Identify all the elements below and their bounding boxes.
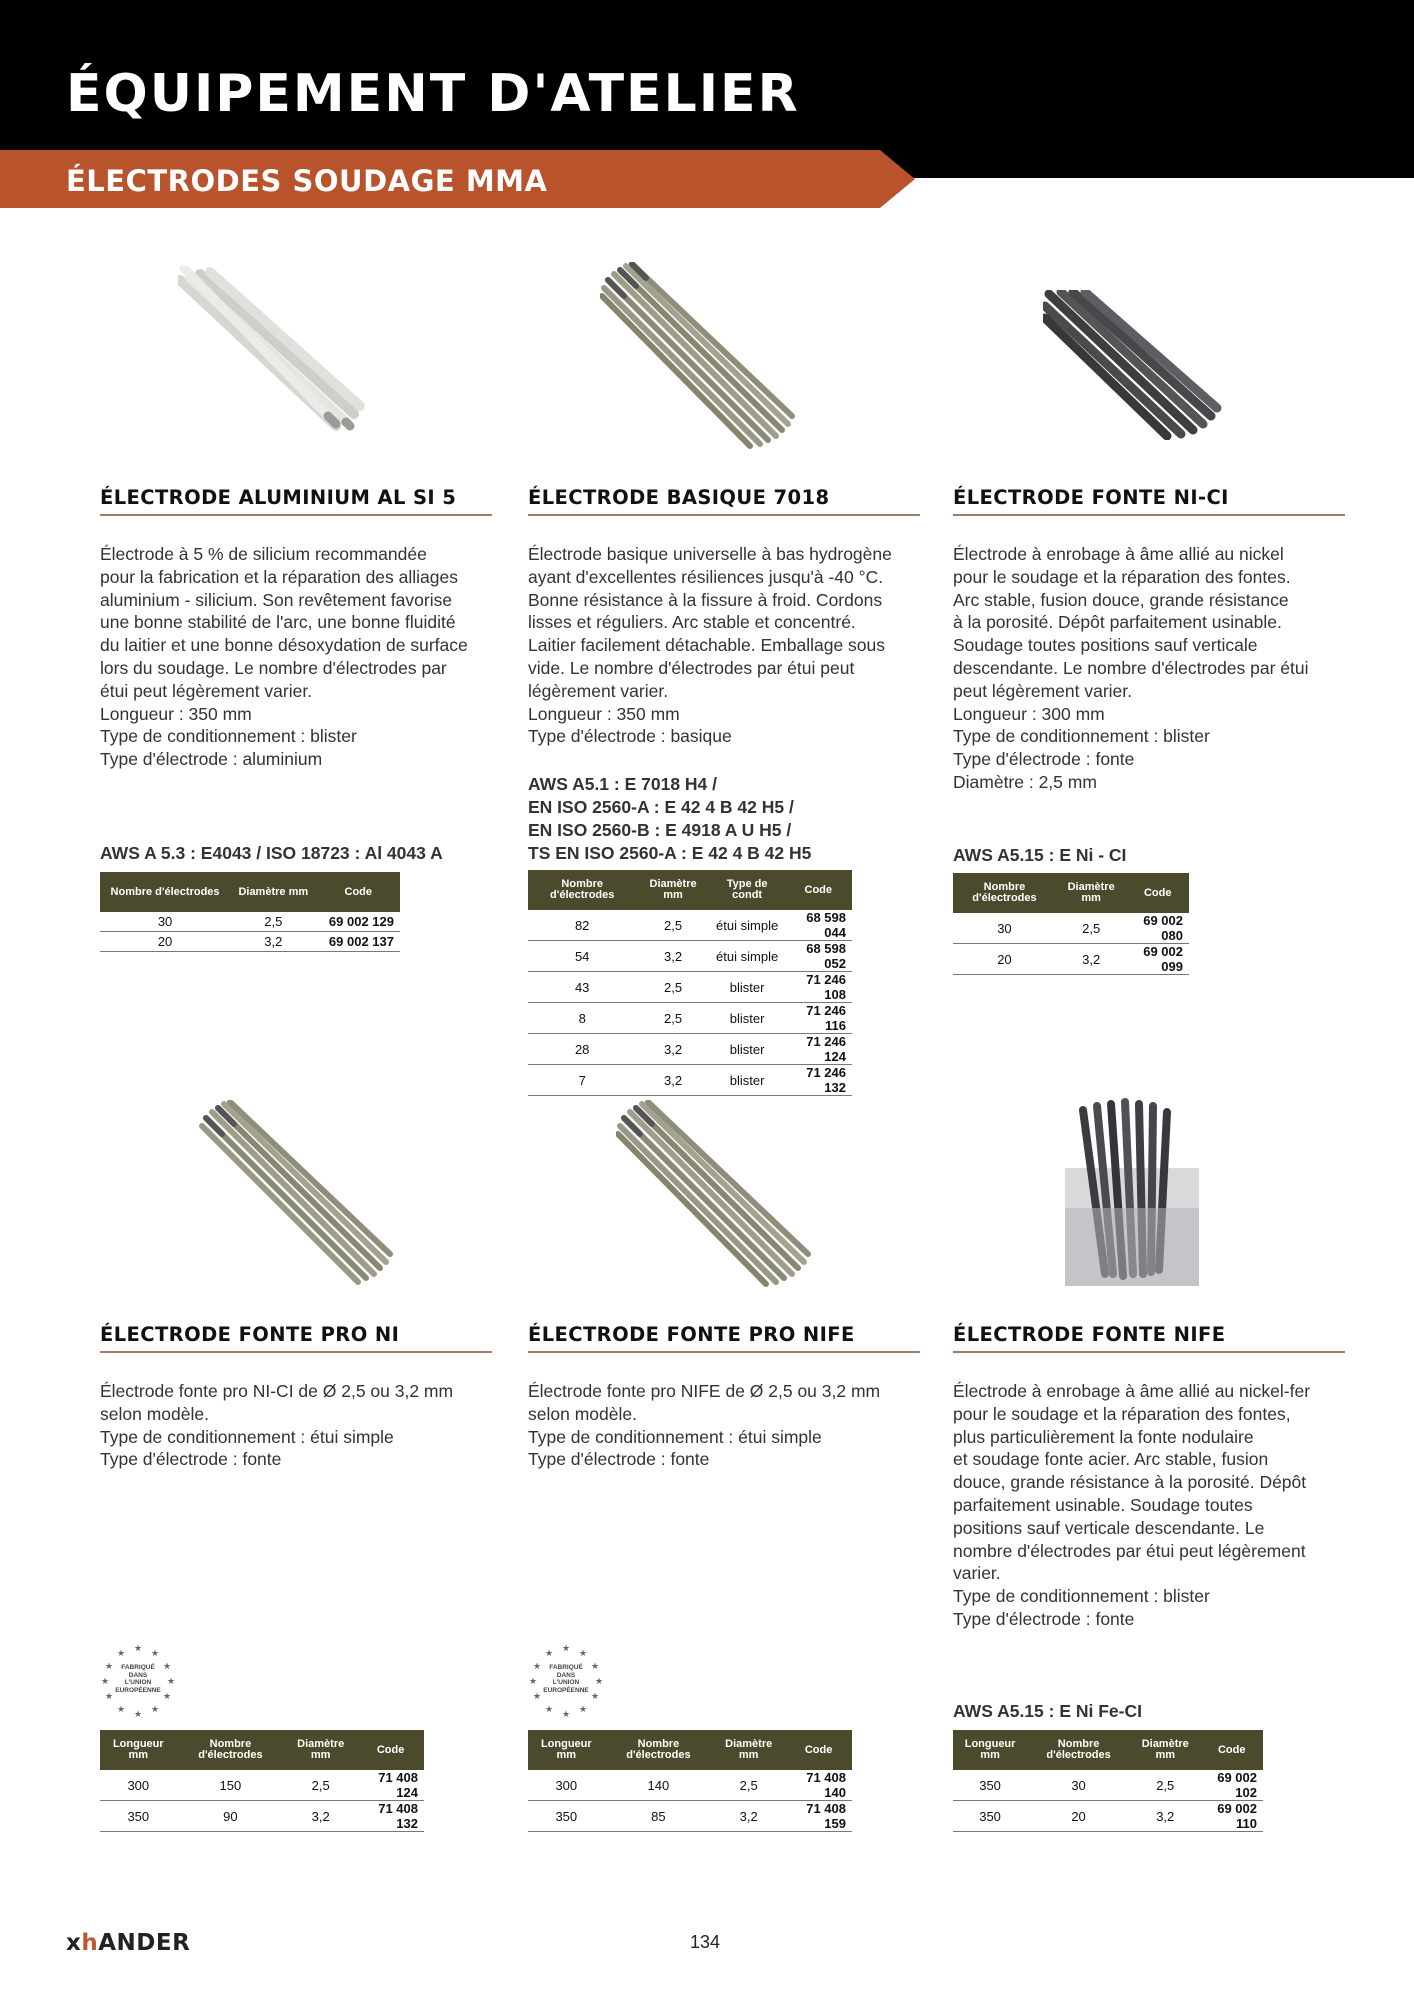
table-row — [528, 1770, 852, 1801]
table-cell: 3,2 — [636, 1034, 709, 1065]
product-code: 69 002 129 — [317, 912, 401, 932]
table-row — [100, 912, 400, 932]
product-title: ÉLECTRODE FONTE NIFE — [953, 1323, 1345, 1353]
page-title: ÉQUIPEMENT D'ATELIER — [66, 64, 800, 124]
table-cell: 43 — [528, 972, 636, 1003]
table-row — [953, 1770, 1263, 1801]
description-line: du laitier et une bonne désoxydation de surface — [100, 635, 468, 656]
description-line: douce, grande résistance à la porosité. Dépôt — [953, 1472, 1307, 1493]
product-description — [953, 1380, 1348, 1631]
description-line: pour le soudage et la réparation des fontes, — [953, 1403, 1291, 1424]
table-cell: 3,2 — [1056, 944, 1127, 975]
badge-line: EUROPÉENNE — [115, 1686, 161, 1694]
product-code: 71 246 124 — [785, 1034, 852, 1065]
product-title: ÉLECTRODE FONTE PRO NIFE — [528, 1323, 920, 1353]
product-description — [100, 1380, 495, 1471]
table-cell: 20 — [953, 944, 1056, 975]
description-line: Laitier facilement détachable. Emballage sous — [528, 635, 886, 656]
description-line: Type d'électrode : fonte — [953, 1608, 1135, 1629]
product-code: 69 002 080 — [1126, 913, 1189, 944]
description-line: Longueur : 350 mm — [100, 703, 252, 724]
standard-line: AWS A5.15 : E Ni Fe-CI — [953, 1701, 1142, 1721]
table-cell: 350 — [953, 1801, 1027, 1832]
brand-logo-part: ANDER — [98, 1930, 191, 1956]
description-line: Soudage toutes positions sauf verticale — [953, 635, 1258, 656]
table-cell: 350 — [100, 1801, 177, 1832]
grey-electrode-rods-image — [600, 262, 800, 452]
svg-text:★: ★ — [578, 1704, 588, 1714]
description-line: Électrode à 5 % de silicium recommandée — [100, 544, 427, 564]
description-line: Électrode fonte pro NI-CI de Ø 2,5 ou 3,2 mm — [100, 1381, 454, 1401]
svg-text:★: ★ — [578, 1648, 588, 1658]
product-description — [528, 1380, 923, 1471]
description-line: Électrode à enrobage à âme allié au nickel-fer — [953, 1381, 1311, 1401]
svg-text:★: ★ — [561, 1643, 571, 1653]
description-line: Type d'électrode : fonte — [953, 749, 1135, 770]
product-standards — [953, 844, 1353, 867]
table-cell: blister — [710, 972, 785, 1003]
column-header: Diamètre mm — [1130, 1730, 1201, 1770]
product-standards — [528, 773, 928, 865]
product-title: ÉLECTRODE BASIQUE 7018 — [528, 486, 920, 516]
table-cell: 8 — [528, 1003, 636, 1034]
table-row — [528, 1065, 852, 1096]
made-in-eu-badge — [528, 1642, 604, 1718]
column-header: Longueur mm — [953, 1730, 1027, 1770]
table-cell: étui simple — [710, 941, 785, 972]
table-cell: 20 — [100, 932, 230, 952]
table-cell: 2,5 — [230, 912, 316, 932]
description-line: descendante. Le nombre d'électrodes par étui — [953, 657, 1309, 678]
table-cell: 7 — [528, 1065, 636, 1096]
table-header-row — [528, 870, 852, 910]
description-line: à la porosité. Dépôt parfaitement usinable. — [953, 612, 1282, 633]
spec-table — [528, 870, 852, 1096]
product-description — [953, 543, 1348, 794]
column-header: Code — [357, 1730, 424, 1770]
svg-text:★: ★ — [166, 1676, 176, 1686]
column-header: Diamètre mm — [284, 1730, 357, 1770]
column-header: Nombre d'électrodes — [605, 1730, 713, 1770]
description-line: selon modèle. — [100, 1403, 209, 1424]
spec-table — [100, 872, 400, 952]
column-header: Code — [317, 872, 401, 912]
table-cell: 300 — [528, 1770, 605, 1801]
svg-text:★: ★ — [528, 1676, 538, 1686]
description-line: Électrode basique universelle à bas hydrogène — [528, 544, 892, 564]
description-line: lisses et réguliers. Arc stable et concentré. — [528, 612, 856, 633]
standard-line: AWS A 5.3 : E4043 / ISO 18723 : Al 4043 A — [100, 843, 443, 863]
svg-text:★: ★ — [116, 1648, 126, 1658]
product-standards — [953, 1700, 1353, 1723]
product-code: 71 246 132 — [785, 1065, 852, 1096]
svg-text:★: ★ — [561, 1709, 571, 1718]
product-description — [100, 543, 495, 771]
svg-text:★: ★ — [150, 1704, 160, 1714]
table-cell: 28 — [528, 1034, 636, 1065]
table-cell: 82 — [528, 910, 636, 941]
description-line: aluminium - silicium. Son revêtement favorise — [100, 589, 453, 610]
description-line: selon modèle. — [528, 1403, 637, 1424]
made-in-eu-badge — [100, 1642, 176, 1718]
product-description — [528, 543, 923, 748]
description-line: pour la fabrication et la réparation des alliages — [100, 566, 458, 587]
table-header-row — [528, 1730, 852, 1770]
description-line: pour le soudage et la réparation des fontes. — [953, 566, 1291, 587]
table-header-row — [953, 873, 1189, 913]
table-cell: 350 — [953, 1770, 1027, 1801]
svg-text:★: ★ — [590, 1691, 600, 1701]
description-line: Type de conditionnement : blister — [100, 726, 357, 747]
table-cell: 300 — [100, 1770, 177, 1801]
table-cell: 3,2 — [636, 1065, 709, 1096]
brand-logo — [66, 1930, 190, 1956]
description-line: plus particulièrement la fonte nodulaire — [953, 1426, 1254, 1447]
column-header: Nombre d'électrodes — [528, 870, 636, 910]
description-line: varier. — [953, 1563, 1001, 1584]
table-cell: 2,5 — [636, 972, 709, 1003]
table-row — [100, 932, 400, 952]
table-cell: 2,5 — [1130, 1770, 1201, 1801]
product-code: 69 002 102 — [1200, 1770, 1263, 1801]
product-code: 71 408 132 — [357, 1801, 424, 1832]
table-cell: 85 — [605, 1801, 713, 1832]
product-code: 71 246 116 — [785, 1003, 852, 1034]
description-line: parfaitement usinable. Soudage toutes — [953, 1494, 1253, 1515]
table-cell: 350 — [528, 1801, 605, 1832]
product-title: ÉLECTRODE FONTE NI-CI — [953, 486, 1345, 516]
svg-text:★: ★ — [116, 1704, 126, 1714]
svg-text:★: ★ — [594, 1676, 604, 1686]
grey-electrode-rods-image — [616, 1100, 816, 1290]
description-line: vide. Le nombre d'électrodes par étui peut — [528, 657, 855, 678]
badge-line: FABRIQUÉ — [549, 1664, 583, 1671]
product-code: 71 408 159 — [785, 1801, 852, 1832]
table-header-row — [100, 1730, 424, 1770]
description-line: Longueur : 350 mm — [528, 703, 680, 724]
table-cell: 20 — [1027, 1801, 1130, 1832]
column-header: Code — [785, 870, 852, 910]
product-code: 71 246 108 — [785, 972, 852, 1003]
standard-line: AWS A5.15 : E Ni - CI — [953, 845, 1127, 865]
brand-logo-part: h — [81, 1930, 99, 1956]
description-line: Électrode à enrobage à âme allié au nickel — [953, 544, 1284, 564]
description-line: Type d'électrode : basique — [528, 726, 732, 747]
table-cell: 2,5 — [636, 1003, 709, 1034]
table-cell: 90 — [177, 1801, 285, 1832]
table-row — [528, 941, 852, 972]
column-header: Nombre d'électrodes — [100, 872, 230, 912]
svg-text:★: ★ — [104, 1661, 114, 1671]
table-row — [953, 1801, 1263, 1832]
description-line: et soudage fonte acier. Arc stable, fusion — [953, 1449, 1269, 1470]
svg-text:★: ★ — [133, 1709, 143, 1718]
description-line: étui peut légèrement varier. — [100, 680, 313, 701]
table-cell: 3,2 — [230, 932, 316, 952]
product-code: 71 408 140 — [785, 1770, 852, 1801]
table-cell: 54 — [528, 941, 636, 972]
column-header: Nombre d'électrodes — [1027, 1730, 1130, 1770]
table-cell: 2,5 — [284, 1770, 357, 1801]
description-line: lors du soudage. Le nombre d'électrodes par — [100, 657, 447, 678]
svg-text:★: ★ — [532, 1691, 542, 1701]
table-row — [953, 913, 1189, 944]
product-standards — [100, 842, 500, 865]
grey-electrode-rods-image — [198, 1100, 398, 1290]
column-header: Diamètre mm — [1056, 873, 1127, 913]
description-line: Type de conditionnement : étui simple — [100, 1426, 394, 1447]
badge-line: L'UNION — [552, 1679, 580, 1686]
table-row — [100, 1801, 424, 1832]
table-cell: étui simple — [710, 910, 785, 941]
column-header: Nombre d'électrodes — [953, 873, 1056, 913]
spec-table — [953, 1730, 1263, 1832]
product-code: 69 002 099 — [1126, 944, 1189, 975]
badge-line: DANS — [556, 1671, 576, 1679]
table-row — [528, 1034, 852, 1065]
table-row — [953, 944, 1189, 975]
description-line: Type d'électrode : fonte — [528, 1449, 710, 1470]
table-cell: 2,5 — [712, 1770, 785, 1801]
table-header-row — [953, 1730, 1263, 1770]
table-cell: blister — [710, 1003, 785, 1034]
badge-line: L'UNION — [124, 1679, 152, 1686]
section-title: ÉLECTRODES SOUDAGE MMA — [66, 164, 548, 198]
column-header: Longueur mm — [100, 1730, 177, 1770]
svg-text:★: ★ — [590, 1661, 600, 1671]
badge-line: DANS — [128, 1671, 148, 1679]
description-line: Bonne résistance à la fissure à froid. Cordons — [528, 589, 883, 610]
table-cell: 140 — [605, 1770, 713, 1801]
description-line: Type de conditionnement : blister — [953, 726, 1210, 747]
svg-text:★: ★ — [544, 1648, 554, 1658]
column-header: Code — [1126, 873, 1189, 913]
badge-line: FABRIQUÉ — [121, 1664, 155, 1671]
dark-electrodes-in-blister-image — [1053, 1098, 1203, 1288]
brand-logo-part: x — [66, 1930, 82, 1956]
table-row — [528, 972, 852, 1003]
product-code: 68 598 044 — [785, 910, 852, 941]
svg-text:★: ★ — [532, 1661, 542, 1671]
product-code: 69 002 110 — [1200, 1801, 1263, 1832]
white-electrode-rods-image — [178, 266, 368, 438]
svg-text:★: ★ — [150, 1648, 160, 1658]
description-line: légèrement varier. — [528, 680, 669, 701]
column-header: Nombre d'électrodes — [177, 1730, 285, 1770]
spec-table — [953, 873, 1189, 975]
svg-text:★: ★ — [162, 1691, 172, 1701]
table-cell: 3,2 — [712, 1801, 785, 1832]
table-header-row — [100, 872, 400, 912]
standard-line: AWS A5.1 : E 7018 H4 / — [528, 774, 718, 794]
description-line: ayant d'excellentes résiliences jusqu'à -40 °C. — [528, 566, 884, 587]
column-header: Longueur mm — [528, 1730, 605, 1770]
description-line: Type d'électrode : aluminium — [100, 749, 323, 770]
table-row — [528, 1003, 852, 1034]
dark-electrode-rods-image — [1043, 290, 1223, 440]
description-line: Type d'électrode : fonte — [100, 1449, 282, 1470]
product-code: 68 598 052 — [785, 941, 852, 972]
page-number: 134 — [690, 1932, 721, 1952]
table-cell: 30 — [1027, 1770, 1130, 1801]
description-line: Électrode fonte pro NIFE de Ø 2,5 ou 3,2 mm — [528, 1381, 881, 1401]
product-code: 71 408 124 — [357, 1770, 424, 1801]
description-line: Longueur : 300 mm — [953, 703, 1105, 724]
description-line: Arc stable, fusion douce, grande résistance — [953, 589, 1289, 610]
description-line: nombre d'électrodes par étui peut légèrement — [953, 1540, 1306, 1561]
product-title: ÉLECTRODE ALUMINIUM AL SI 5 — [100, 486, 492, 516]
column-header: Diamètre mm — [636, 870, 709, 910]
standard-line: EN ISO 2560-B : E 4918 A U H5 / — [528, 820, 792, 840]
description-line: peut légèrement varier. — [953, 680, 1132, 701]
standard-line: TS EN ISO 2560-A : E 42 4 B 42 H5 — [528, 843, 812, 863]
svg-text:★: ★ — [544, 1704, 554, 1714]
product-code: 69 002 137 — [317, 932, 401, 952]
table-row — [100, 1770, 424, 1801]
table-row — [528, 910, 852, 941]
description-line: une bonne stabilité de l'arc, une bonne fluidité — [100, 612, 456, 633]
description-line: Type de conditionnement : blister — [953, 1586, 1210, 1607]
description-line: positions sauf verticale descendante. Le — [953, 1517, 1265, 1538]
spec-table — [528, 1730, 852, 1832]
table-row — [528, 1801, 852, 1832]
column-header: Diamètre mm — [230, 872, 316, 912]
description-line: Type de conditionnement : étui simple — [528, 1426, 822, 1447]
svg-text:★: ★ — [133, 1643, 143, 1653]
standard-line: EN ISO 2560-A : E 42 4 B 42 H5 / — [528, 797, 794, 817]
column-header: Diamètre mm — [712, 1730, 785, 1770]
table-cell: 3,2 — [284, 1801, 357, 1832]
column-header: Code — [785, 1730, 852, 1770]
table-cell: 3,2 — [1130, 1801, 1201, 1832]
table-cell: 30 — [100, 912, 230, 932]
table-cell: blister — [710, 1034, 785, 1065]
table-cell: 3,2 — [636, 941, 709, 972]
product-title: ÉLECTRODE FONTE PRO NI — [100, 1323, 492, 1353]
svg-text:★: ★ — [100, 1676, 110, 1686]
table-cell: 2,5 — [636, 910, 709, 941]
svg-text:★: ★ — [162, 1661, 172, 1671]
badge-line: EUROPÉENNE — [543, 1686, 589, 1694]
spec-table — [100, 1730, 424, 1832]
svg-text:★: ★ — [104, 1691, 114, 1701]
description-line: Diamètre : 2,5 mm — [953, 771, 1097, 792]
table-cell: 150 — [177, 1770, 285, 1801]
column-header: Type de condt — [710, 870, 785, 910]
table-cell: 30 — [953, 913, 1056, 944]
table-cell: blister — [710, 1065, 785, 1096]
column-header: Code — [1200, 1730, 1263, 1770]
table-cell: 2,5 — [1056, 913, 1127, 944]
